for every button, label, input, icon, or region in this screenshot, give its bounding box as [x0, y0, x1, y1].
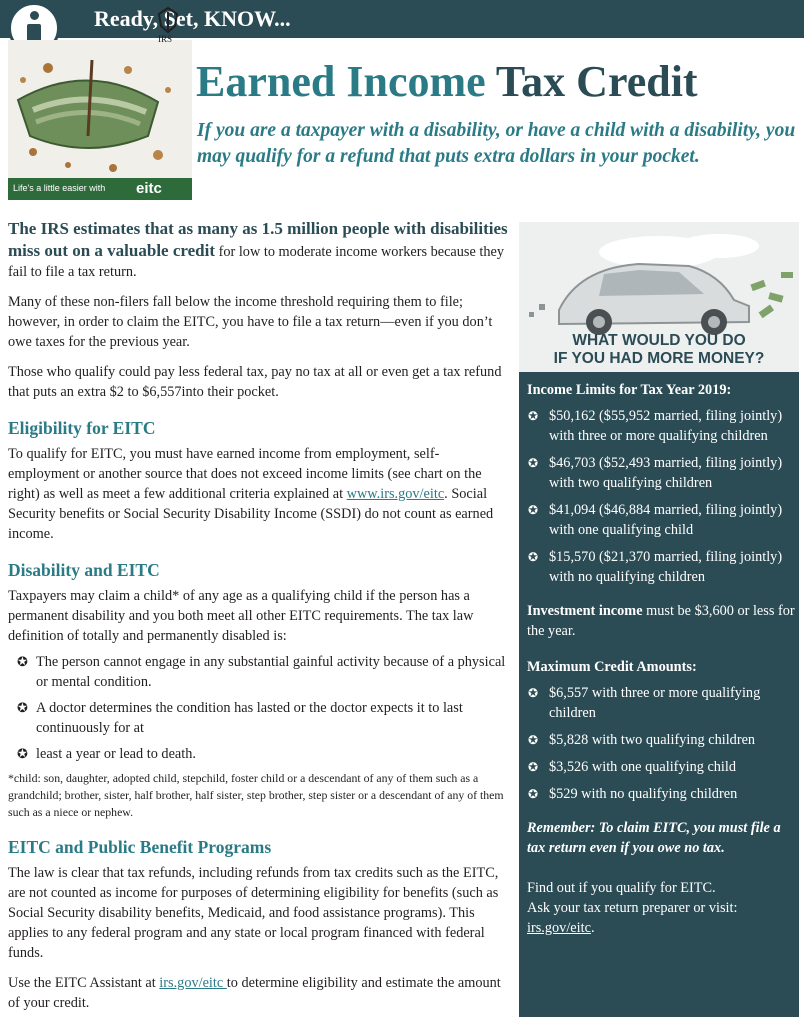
eitc-strip	[8, 178, 192, 200]
list-item: ✪ $15,570 ($21,370 married, filing jointly) with no qualifying children	[528, 549, 783, 585]
list-item: ✪ $3,526 with one qualifying child	[528, 759, 737, 775]
max-credit-list	[527, 683, 795, 804]
irs-eitc-link[interactable]: irs.gov/eitc	[527, 920, 591, 936]
intro-lead: The IRS estimates that as many as 1.5 million people with disabilities miss out on a valuable credit	[8, 219, 508, 260]
eligibility-link[interactable]: www.irs.gov/eitc	[346, 486, 445, 502]
max-credit-heading: Maximum Credit Amounts:	[527, 659, 697, 675]
star-bullet-icon: ✪	[528, 550, 539, 564]
star-bullet-icon: ✪	[17, 746, 28, 761]
star-bullet-icon: ✪	[528, 456, 539, 470]
star-bullet-icon: ✪	[528, 733, 539, 747]
header-banner	[0, 0, 804, 38]
eligibility-heading: Eligibility for EITC	[8, 418, 156, 438]
disability-intro: Taxpayers may claim a child* of any age as a qualifying child if the person has a permanent disability and you both meet all other EITC requirements. The tax law definition of totally and permanently disabled is:	[8, 588, 474, 644]
investment-income: Investment income must be $3,600 or less for the year.	[527, 603, 795, 639]
benefits-heading: EITC and Public Benefit Programs	[8, 837, 272, 857]
eligibility-paragraph	[8, 444, 508, 544]
list-item: ✪ The person cannot engage in any substantial gainful activity because of a physical or mental condition.	[17, 654, 506, 690]
eligibility-text-after: . Social Security benefits or Social Security Disability Income (SSDI) do not count as earned income.	[8, 486, 494, 542]
star-bullet-icon: ✪	[17, 700, 28, 715]
title-part2: Tax Credit	[495, 57, 698, 106]
sidebar	[519, 222, 799, 1017]
star-bullet-icon: ✪	[17, 654, 28, 669]
car-money-image	[519, 222, 799, 372]
benefits-p2: Use the EITC Assistant at irs.gov/eitc to determine eligibility and estimate the amount of your credit.	[8, 975, 501, 1011]
eitc-tagline: Life's a little easier with	[13, 183, 106, 193]
find-out-text: Find out if you qualify for EITC. Ask your tax return preparer or visit: irs.gov/eitc.	[527, 880, 738, 936]
list-item: ✪ least a year or lead to death.	[17, 746, 196, 762]
list-item: ✪ $50,162 ($55,952 married, filing jointly) with three or more qualifying children	[528, 408, 783, 444]
irs-logo-text: IRS	[158, 34, 173, 44]
income-limits-list	[527, 406, 795, 587]
intro-p2: Many of these non-filers fall below the income threshold requiring them to file; however, in order to claim the EITC, you have to file a tax return—even if you don’t owe taxes for the previous year.	[8, 294, 493, 350]
income-limits-heading: Income Limits for Tax Year 2019:	[527, 382, 732, 398]
disability-bullets	[8, 652, 508, 764]
intro-p3: Those who qualify could pay less federal tax, pay no tax at all or even get a tax refund that puts an extra $2 to $6,557into their pocket.	[8, 364, 502, 400]
child-footnote: *child: son, daughter, adopted child, stepchild, foster child or a descendant of any of them such as a grandchild; brother, sister, half brother, half sister, step brother, step sister or a descendant of any of them such as a niece or nephew.	[8, 771, 504, 819]
subtitle: If you are a taxpayer with a disability, or have a child with a disability, you may qualify for a refund that puts extra dollars in your pocket.	[197, 120, 796, 167]
main-content	[8, 218, 508, 1013]
star-bullet-icon: ✪	[528, 686, 539, 700]
intro-lead-rest: for low to moderate income workers because they fail to file a tax return.	[8, 244, 505, 280]
star-bullet-icon: ✪	[528, 787, 539, 801]
sidebar-body	[527, 380, 795, 938]
eligibility-text-before: To qualify for EITC, you must have earned income from employment, self-employment or another source that does not exceed income limits (see chart on the right) as well as meet a few additional criteria explained at	[8, 446, 482, 502]
disability-heading: Disability and EITC	[8, 560, 160, 580]
list-item: ✪ $41,094 ($46,884 married, filing jointly) with one qualifying child	[528, 502, 783, 538]
eitc-assistant-link[interactable]: irs.gov/eitc	[159, 975, 227, 991]
page-title	[196, 56, 698, 107]
star-bullet-icon: ✪	[528, 409, 539, 423]
list-item: ✪ $5,828 with two qualifying children	[528, 732, 756, 748]
star-bullet-icon: ✪	[528, 760, 539, 774]
intro-paragraph	[8, 218, 508, 282]
star-bullet-icon: ✪	[528, 503, 539, 517]
title-part1: Earned Income	[196, 57, 486, 106]
list-item: ✪ A doctor determines the condition has lasted or the doctor expects it to last continuously for at	[17, 700, 463, 736]
list-item: ✪ $46,703 ($52,493 married, filing jointly) with two qualifying children	[528, 455, 783, 491]
list-item: ✪ $529 with no qualifying children	[528, 786, 738, 802]
eitc-logo: eitc	[136, 180, 162, 197]
umbrella-money-illustration	[8, 40, 192, 200]
banner-title: Ready, Set, KNOW...	[94, 6, 291, 31]
list-item: ✪ $6,557 with three or more qualifying children	[528, 685, 761, 721]
umbrella-money-image	[8, 40, 192, 200]
remember-note: Remember: To claim EITC, you must file a tax return even if you owe no tax.	[527, 820, 781, 856]
benefits-p1: The law is clear that tax refunds, including refunds from tax credits such as the EITC, are not counted as income for purposes of determining eligibility for benefits (such as Social Security disability benefits, Medicaid, and food assistance programs). This applies to any federal program and any state or local program financed with federal funds.	[8, 865, 499, 961]
money-question-heading: WHAT WOULD YOU DO IF YOU HAD MORE MONEY?	[553, 332, 765, 367]
